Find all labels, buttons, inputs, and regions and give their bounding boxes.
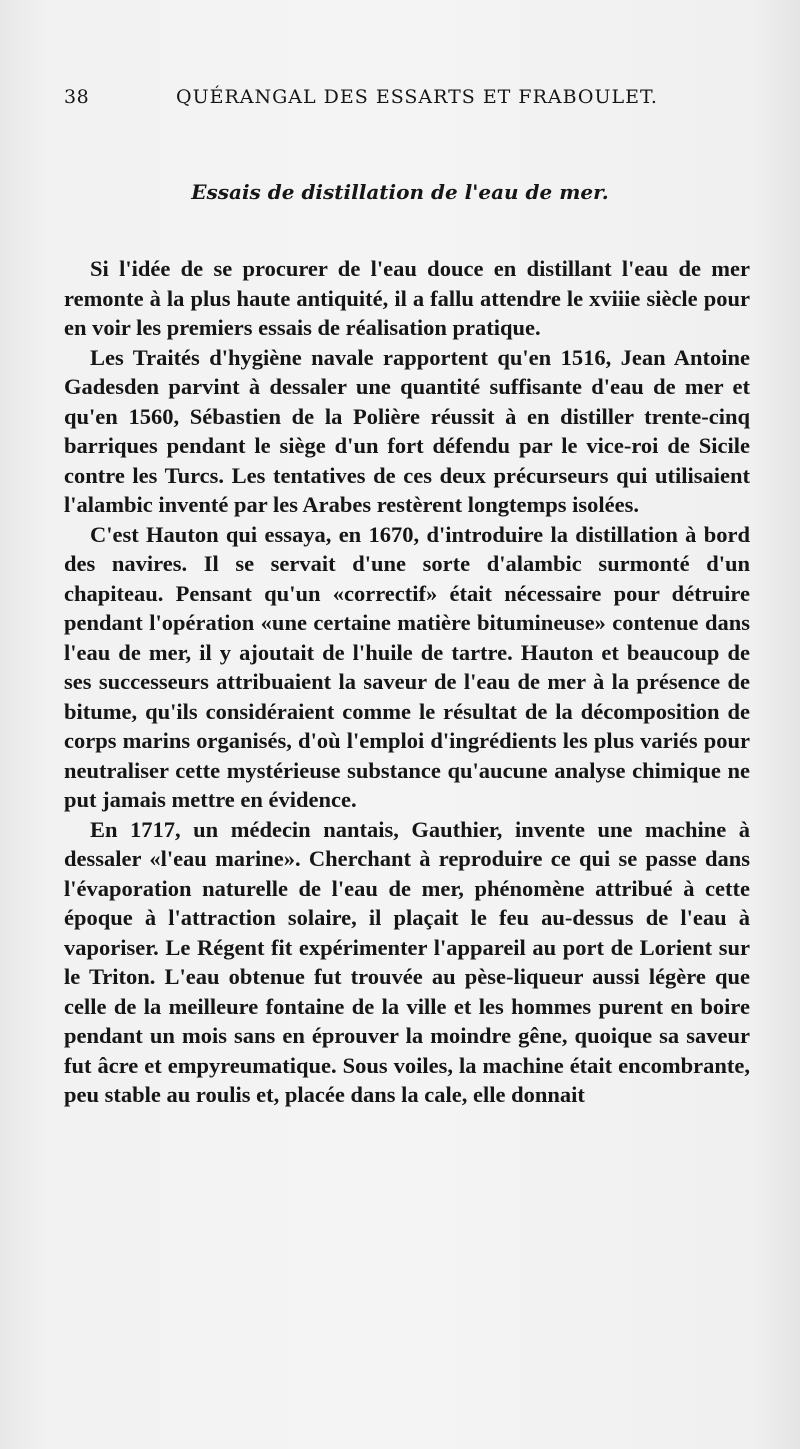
paragraph: Si l'idée de se procurer de l'eau douce en distillant l'eau de mer remonte à la plus haute antiquité, il a fallu attendre le xviiie siècle pour en voir les premiers essais de réalisation pratique. (64, 256, 750, 340)
running-title: QUÉRANGAL DES ESSARTS ET FRABOULET. (176, 86, 658, 108)
section-title: Essais de distillation de l'eau de mer. (191, 180, 609, 204)
paragraph: Les Traités d'hygiène navale rapportent qu'en 1516, Jean Antoine Gadesden parvint à dessaler une quantité suffisante d'eau de mer et qu'en 1560, Sébastien de la Polière réussit à en distiller trente-cinq barriques pendant le siège d'un fort défendu par le vice-roi de Sicile contre les Turcs. Les tentatives de ces deux précurseurs qui utilisaient l'alambic inventé par les Arabes restèrent longtemps isolées. (64, 344, 750, 517)
paragraph: En 1717, un médecin nantais, Gauthier, invente une machine à dessaler «l'eau marine». Cherchant à reproduire ce qui se passe dans l'évaporation naturelle de l'eau de mer, phénomène attribué à cette époque à l'attraction solaire, il plaçait le feu au-dessus de l'eau à vaporiser. Le Régent fit expérimenter l'appareil au port de Lorient sur le Triton. L'eau obtenue fut trouvée au pèse-liqueur aussi légère que celle de la meilleure fontaine de la ville et les hommes purent en boire pendant un mois sans en éprouver la moindre gêne, quoique sa saveur fut âcre et empyreumatique. Sous voiles, la machine était encombrante, peu stable au roulis et, placée dans la cale, elle donnait (64, 816, 750, 1107)
paragraph: C'est Hauton qui essaya, en 1670, d'introduire la distillation à bord des navires. Il se servait d'une sorte d'alambic surmonté d'un chapiteau. Pensant qu'un «correctif» était nécessaire pour détruire pendant l'opération «une certaine matière bitumineuse» contenue dans l'eau de mer, il y ajoutait de l'huile de tartre. Hauton et beaucoup de ses successeurs attribuaient la saveur de l'eau de mer à la présence de bitume, qu'ils considéraient comme le résultat de la décomposition de corps marins organisés, d'où l'emploi d'ingrédients les plus variés pour neutraliser cette mystérieuse substance qu'aucune analyse chimique ne put jamais mettre en évidence. (64, 521, 750, 812)
page-number: 38 (64, 86, 90, 108)
body-text (64, 254, 750, 1110)
running-head (64, 86, 744, 116)
